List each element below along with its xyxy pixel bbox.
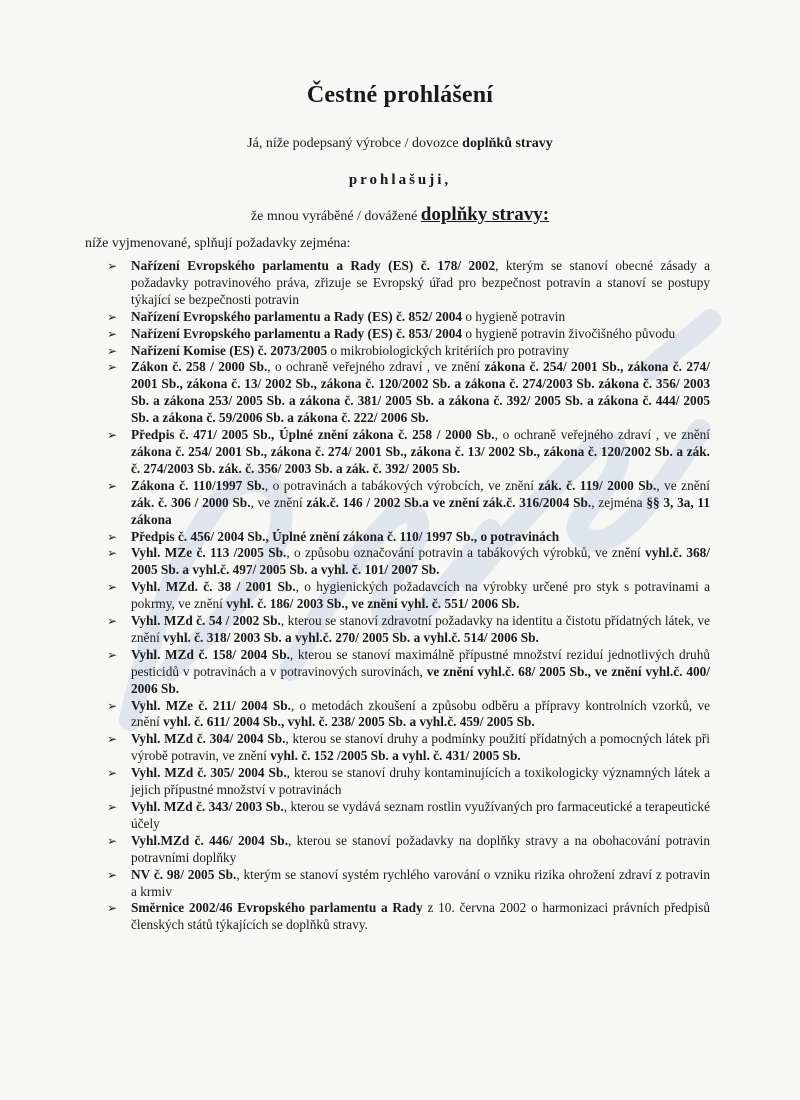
regulation-text: , o potravinách a tabákových výrobcích, ve znění [264, 477, 539, 493]
regulation-reference: Nařízení Komise (ES) č. 2073/2005 [131, 342, 328, 358]
regulation-item [105, 833, 710, 867]
regulation-text: , kterou se stanoví požadavky na doplňky stravy a na obohacování potravin potravními doplňky [131, 832, 710, 865]
declarant-text: Já, níže podepsaný výrobce / dovozce [247, 136, 463, 151]
regulation-reference: Zákona č. 110/1997 Sb. [131, 477, 265, 493]
regulation-text: , kterou se stanoví druhy a podmínky použití přídatných a pomocných látek při výrobě potravin, ve znění [131, 731, 710, 764]
regulation-reference: Zákon č. 258 / 2000 Sb. [131, 359, 268, 375]
regulation-item [105, 900, 710, 934]
regulation-text: o mikrobiologických kritériích pro potraviny [327, 342, 569, 358]
regulation-item [105, 258, 710, 309]
regulation-item [105, 765, 710, 799]
regulation-reference: §§ 3, 3a, 11 zákona [131, 494, 710, 527]
regulation-item [105, 359, 710, 427]
arrow-bullet-icon: ➢ [107, 360, 118, 375]
regulation-reference: vyhl. č. 318/ 2003 Sb. a vyhl.č. 270/ 2005 Sb. a vyhl.č. 514/ 2006 Sb. [163, 629, 539, 645]
declare-word: prohlašuji, [348, 172, 452, 188]
regulation-reference: Vyhl. MZd č. 158/ 2004 Sb. [131, 646, 290, 662]
regulation-item [105, 579, 710, 613]
regulation-reference: vyhl. č. 611/ 2004 Sb., vyhl. č. 238/ 2005 Sb. a vyhl.č. 459/ 2005 Sb. [163, 714, 535, 730]
regulation-reference: Vyhl. MZd č. 305/ 2004 Sb. [131, 765, 287, 781]
arrow-bullet-icon: ➢ [107, 343, 118, 358]
arrow-bullet-icon: ➢ [107, 529, 118, 544]
regulation-reference: Nařízení Evropského parlamentu a Rady (ES) č. 853/ 2004 [131, 325, 463, 341]
regulation-text: , kterým se stanoví obecné zásady a požadavky potravinového práva, zřizuje se Evropský úřad pro bezpečnost potravin a stanoví se postupy týkající se bezpečnosti potravin [131, 258, 710, 307]
regulation-item [105, 478, 710, 529]
arrow-bullet-icon: ➢ [107, 309, 118, 324]
regulation-reference: NV č. 98/ 2005 Sb. [131, 866, 237, 882]
regulation-reference: zákona č. 254/ 2001 Sb., zákona č. 274/ 2001 Sb., zákona č. 13/ 2002 Sb., zákona č. 120/2002 Sb. a zák. č. 274/2003 Sb. zák. č. 356/ 2003 Sb. a zák. č. 392/ 2005 Sb. [131, 443, 710, 476]
regulation-reference: zák. č. 306 / 2000 Sb. [131, 494, 251, 510]
arrow-bullet-icon: ➢ [107, 698, 118, 713]
page-title: Čestné prohlášení [306, 82, 494, 108]
regulation-text: , o ochraně veřejného zdraví , ve znění [267, 359, 485, 375]
arrow-bullet-icon: ➢ [107, 766, 118, 781]
regulation-reference: Předpis č. 471/ 2005 Sb., Úplné znění zákona č. 258 / 2000 Sb. [131, 427, 495, 443]
regulation-item [105, 545, 710, 579]
regulation-reference: Nařízení Evropského parlamentu a Rady (ES) č. 852/ 2004 [131, 308, 463, 324]
regulation-item [105, 731, 710, 765]
regulation-item [105, 326, 710, 343]
regulation-text: o hygieně potravin [462, 308, 566, 324]
regulation-text: , o metodách zkoušení a způsobu odběru a přípravy kontrolních vzorků, ve znění [131, 697, 711, 730]
regulation-reference: Vyhl.MZd č. 446/ 2004 Sb. [131, 832, 289, 848]
regulation-text: , o způsobu označování potravin a tabákových výrobků, ve znění [286, 545, 646, 561]
products-line [0, 204, 800, 226]
arrow-bullet-icon: ➢ [107, 901, 118, 916]
regulation-text: , kterou se vydává seznam rostlin využívaných pro farmaceutické a terapeutické účely [131, 799, 710, 831]
regulation-text: o hygieně potravin živočišného původu [462, 325, 676, 341]
regulation-item [105, 867, 710, 901]
regulation-item [105, 613, 710, 647]
regulation-item [105, 529, 710, 546]
regulation-text: , kterým se stanoví systém rychlého varování o vzniku rizika ohrožení zdraví z potravin a krmiv [131, 866, 710, 899]
regulation-reference: Nařízení Evropského parlamentu a Rady (ES) č. 178/ 2002 [131, 258, 496, 273]
regulation-item [105, 698, 710, 732]
requirements-intro: níže vyjmenované, splňují požadavky zejména: [85, 236, 351, 251]
declarant-line [0, 136, 800, 152]
arrow-bullet-icon: ➢ [107, 867, 118, 882]
regulation-text: , o ochraně veřejného zdraví , ve znění [494, 427, 710, 443]
regulation-reference: Vyhl. MZd č. 304/ 2004 Sb. [131, 731, 286, 747]
regulation-text: , kterou se stanoví maximálně přípustné množství reziduí jednotlivých druhů pesticidů v potravinách a v potravinových surovinách, [131, 646, 710, 679]
regulation-reference: zák. č. 119/ 2000 Sb. [538, 477, 657, 493]
regulation-reference: zák.č. 146 / 2002 Sb.a ve znění zák.č. 316/2004 Sb. [306, 494, 592, 510]
regulation-item [105, 647, 710, 698]
products-text: že mnou vyráběné / dovážené [250, 209, 421, 224]
regulation-item [105, 799, 710, 833]
arrow-bullet-icon: ➢ [107, 614, 118, 629]
regulations-list [105, 258, 710, 934]
arrow-bullet-icon: ➢ [107, 580, 118, 595]
arrow-bullet-icon: ➢ [107, 326, 118, 341]
arrow-bullet-icon: ➢ [107, 732, 118, 747]
arrow-bullet-icon: ➢ [107, 800, 118, 814]
regulation-item [105, 343, 710, 360]
arrow-bullet-icon: ➢ [107, 478, 118, 493]
regulation-text: , zejména [591, 494, 647, 510]
regulation-text: , kterou se stanoví druhy kontaminujících a toxikologicky významných látek a jejich přípustné množství v potravinách [131, 765, 711, 798]
declarant-product: doplňků stravy [462, 136, 553, 151]
regulation-reference: vyhl. č. 186/ 2003 Sb., ve znění vyhl. č. 551/ 2006 Sb. [226, 596, 520, 612]
regulation-text: , ve znění [250, 494, 307, 510]
arrow-bullet-icon: ➢ [107, 428, 118, 443]
regulation-item [105, 427, 710, 478]
regulation-text: , ve znění [656, 477, 710, 493]
regulation-text: , kterou se stanoví zdravotní požadavky na identitu a čistotu přídatných látek, ve znění [131, 613, 710, 645]
regulation-reference: vyhl.č. 368/ 2005 Sb. a vyhl.č. 497/ 2005 Sb. a vyhl. č. 101/ 2007 Sb. [131, 545, 710, 578]
regulation-reference: Vyhl. MZd. č. 38 / 2001 Sb. [131, 579, 296, 595]
regulation-text: z 10. června 2002 o harmonizaci právních předpisů členských států týkajících se doplňků stravy. [131, 900, 710, 933]
regulation-reference: Vyhl. MZd č. 54 / 2002 Sb. [131, 613, 281, 629]
regulation-reference: ve znění vyhl.č. 68/ 2005 Sb., ve znění vyhl.č. 400/ 2006 Sb. [131, 663, 710, 696]
regulation-reference: zákona č. 254/ 2001 Sb., zákona č. 274/ 2001 Sb., zákona č. 13/ 2002 Sb., zákona č. 120/2002 Sb. a zákona č. 274/2003 Sb. zákona č. 356/ 2003 Sb. a zákona 253/ 2005 Sb. a zákona č. 381/ 2005 Sb. a zákona č. 392/ 2005 Sb. a zákona č. 444/ 2005 Sb. a zákona č. 59/2006 Sb. a zákona č. 222/ 2006 Sb. [131, 359, 710, 426]
regulation-reference: Vyhl. MZe č. 211/ 2004 Sb. [131, 697, 291, 713]
arrow-bullet-icon: ➢ [107, 647, 118, 662]
arrow-bullet-icon: ➢ [107, 546, 118, 561]
arrow-bullet-icon: ➢ [107, 833, 118, 848]
arrow-bullet-icon: ➢ [107, 259, 118, 273]
regulation-item [105, 309, 710, 326]
products-heading: doplňky stravy: [420, 204, 550, 225]
regulation-reference: vyhl. č. 152 /2005 Sb. a vyhl. č. 431/ 2005 Sb. [270, 748, 521, 764]
regulation-reference: Předpis č. 456/ 2004 Sb., Úplné znění zákona č. 110/ 1997 Sb., o potravinách [131, 528, 560, 544]
regulation-reference: Vyhl. MZe č. 113 /2005 Sb. [131, 545, 287, 561]
regulation-text: , o hygienických požadavcích na výrobky určené pro styk s potravinami a pokrmy, ve znění [131, 579, 711, 612]
regulation-reference: Směrnice 2002/46 Evropského parlamentu a Rady [131, 900, 423, 916]
regulation-reference: Vyhl. MZd č. 343/ 2003 Sb. [131, 799, 284, 814]
